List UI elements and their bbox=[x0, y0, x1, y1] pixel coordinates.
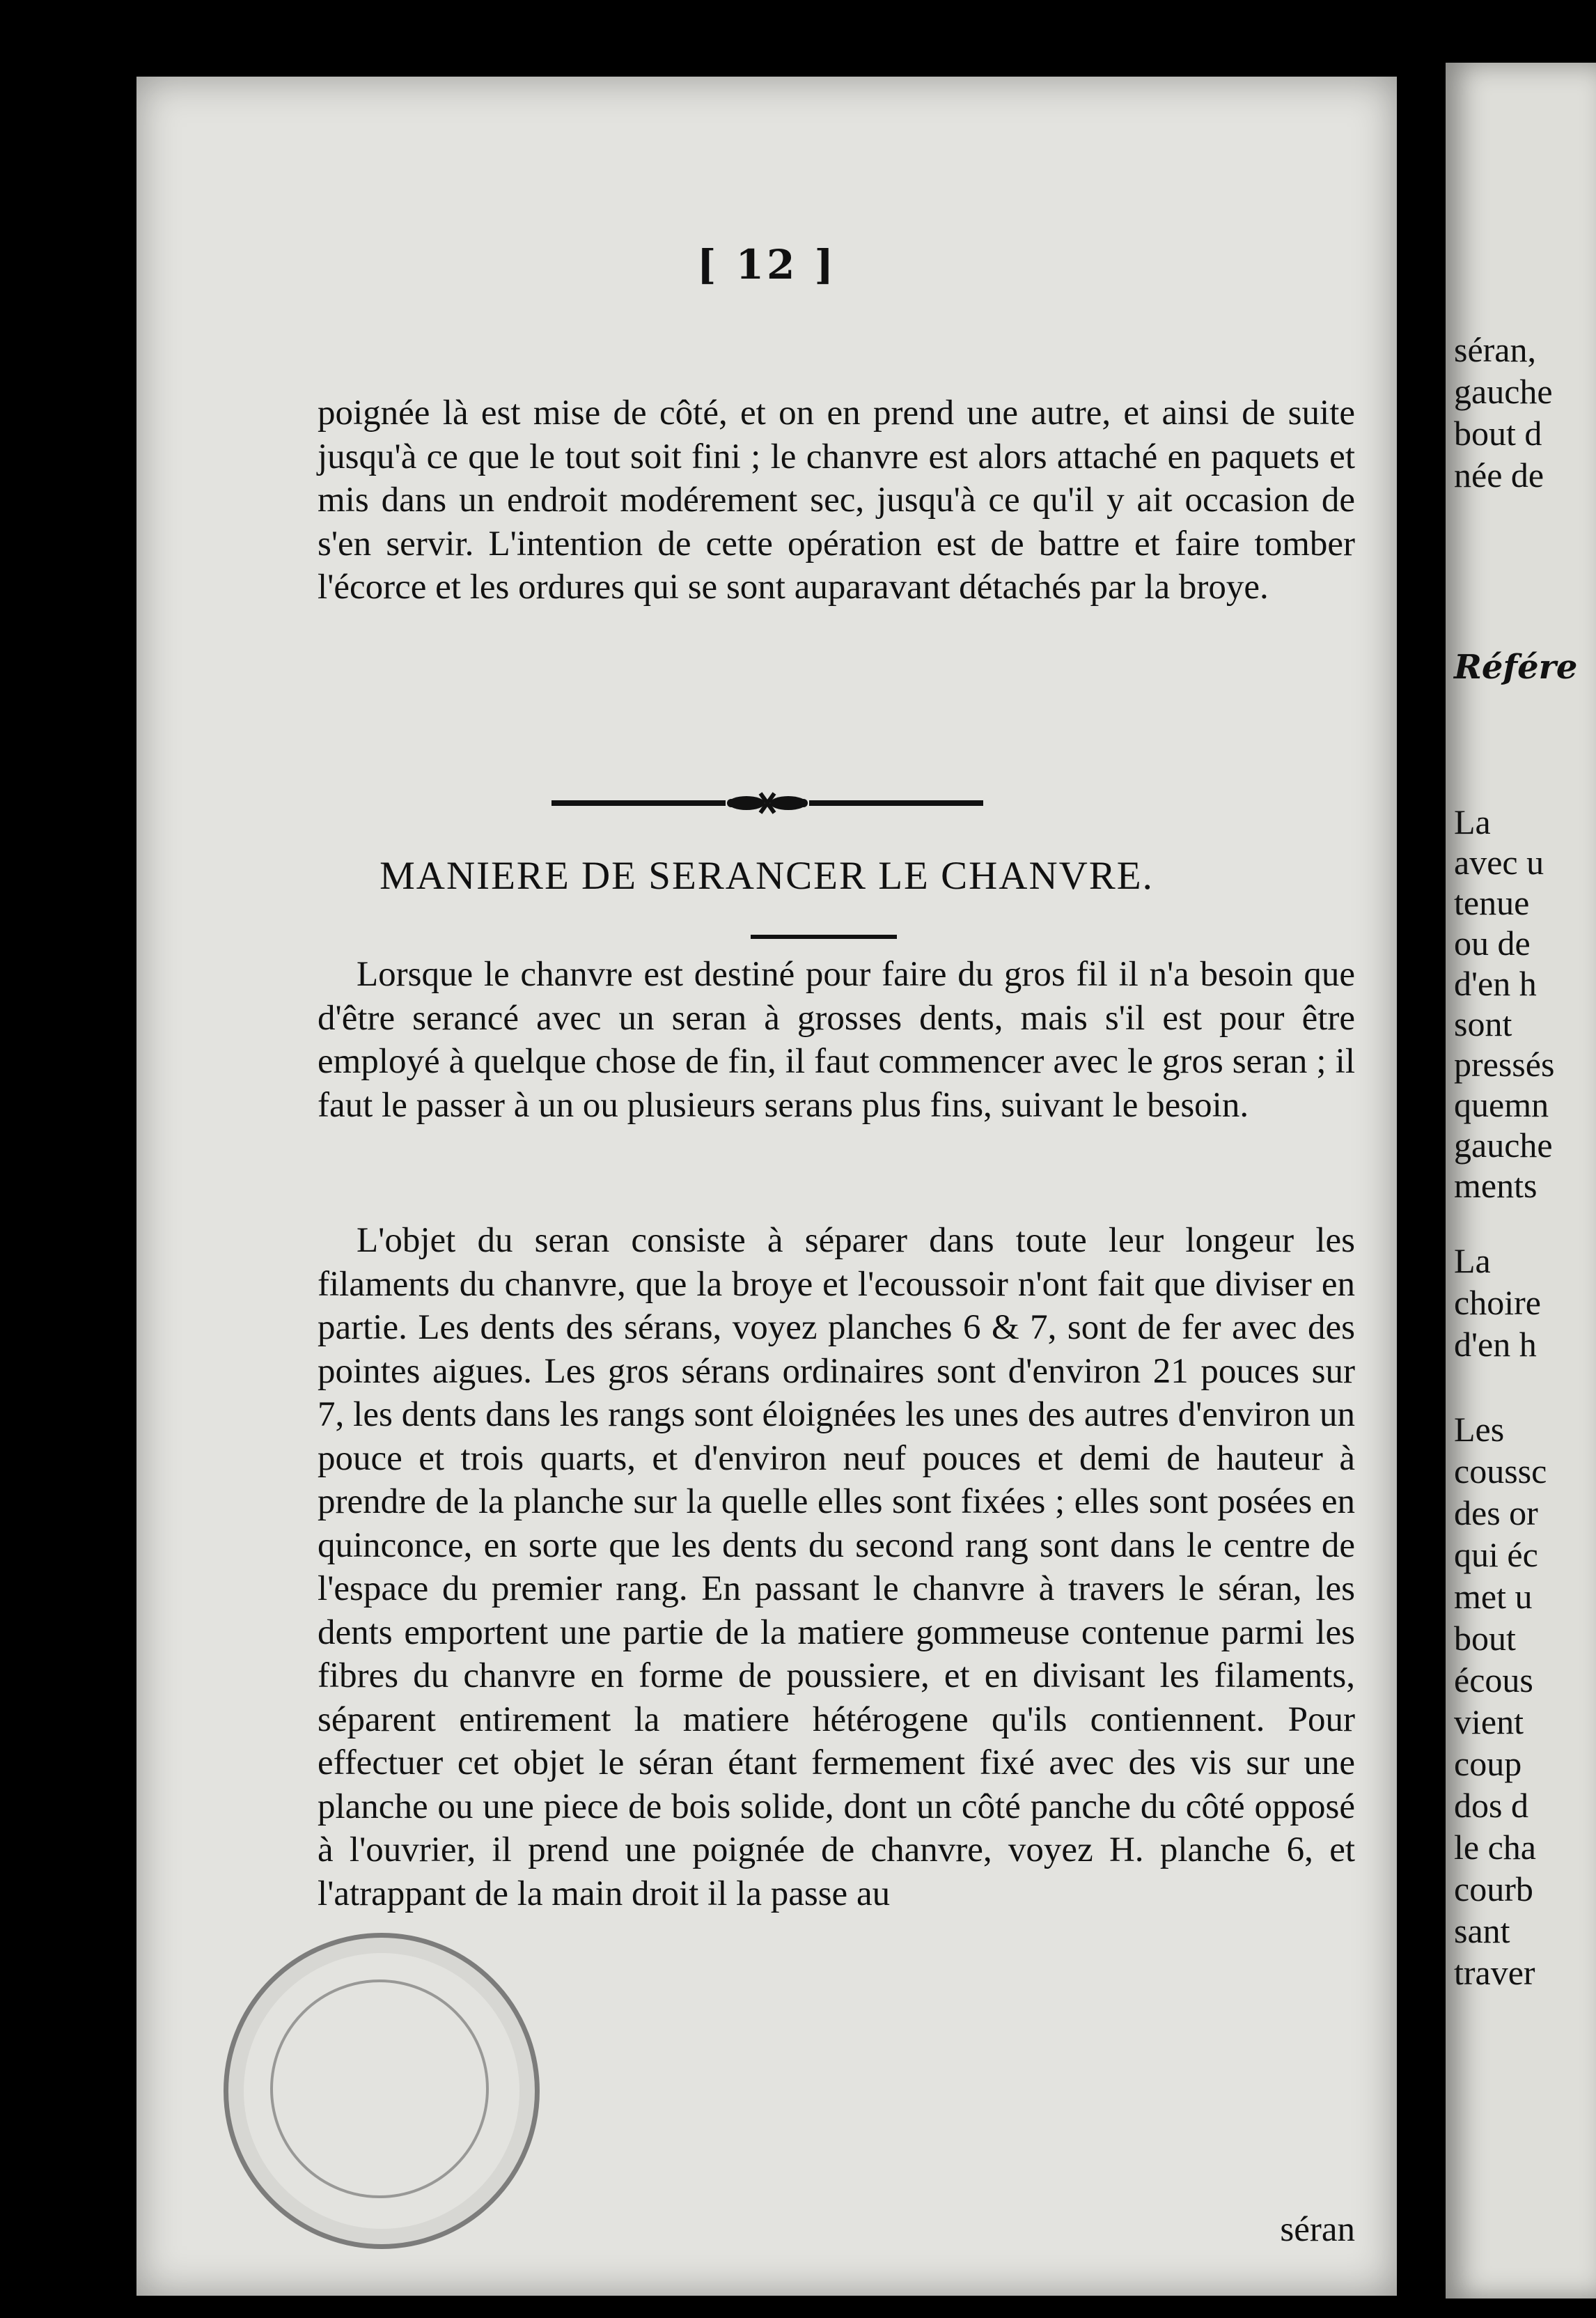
facing-line: coup bbox=[1454, 1744, 1522, 1783]
book-gutter bbox=[1397, 0, 1446, 2318]
facing-line: bout d bbox=[1454, 414, 1542, 453]
facing-italic-heading: Référe bbox=[1454, 648, 1578, 687]
short-rule bbox=[751, 935, 897, 939]
facing-line: pressés bbox=[1454, 1045, 1555, 1084]
facing-line: avec u bbox=[1454, 843, 1544, 882]
facing-line: bout bbox=[1454, 1619, 1516, 1658]
ornamental-divider bbox=[551, 784, 983, 823]
facing-line: sont bbox=[1454, 1004, 1512, 1043]
facing-line: Les bbox=[1454, 1410, 1505, 1449]
facing-line: née de bbox=[1454, 456, 1544, 495]
facing-line: dos d bbox=[1454, 1786, 1528, 1825]
facing-line: des or bbox=[1454, 1493, 1538, 1532]
facing-line: choire bbox=[1454, 1283, 1541, 1322]
facing-line: le cha bbox=[1454, 1828, 1536, 1867]
facing-line: coussc bbox=[1454, 1452, 1547, 1491]
catchword: séran bbox=[1280, 2210, 1355, 2249]
facing-line: ments bbox=[1454, 1166, 1538, 1205]
section-heading: MANIERE DE SERANCER LE CHANVRE. bbox=[380, 854, 1154, 898]
page-number-header: [ 12 ] bbox=[697, 241, 836, 288]
paragraph-2: Lorsque le chanvre est destiné pour faire du gros fil il n'a besoin que d'être serancé avec un seran à grosses dents, mais s'il est pour être employé à quelque chose de fin, il faut commencer avec le gros seran ; il faut le passer à un ou plusieurs serans plus fins, suivant le besoin. bbox=[318, 955, 1355, 1125]
facing-line: traver bbox=[1454, 1953, 1535, 1992]
book-page bbox=[136, 77, 1397, 2296]
library-stamp-inner-ring bbox=[270, 1979, 489, 2198]
facing-line: vient bbox=[1454, 1702, 1524, 1741]
facing-line: sant bbox=[1454, 1911, 1510, 1950]
facing-line: qui éc bbox=[1454, 1535, 1538, 1574]
facing-line: écous bbox=[1454, 1660, 1533, 1699]
facing-line: d'en h bbox=[1454, 1325, 1537, 1364]
facing-line: courb bbox=[1454, 1869, 1533, 1908]
facing-line: met u bbox=[1454, 1577, 1533, 1616]
facing-line: tenue bbox=[1454, 883, 1530, 922]
facing-line: La bbox=[1454, 802, 1491, 841]
facing-line: quemn bbox=[1454, 1085, 1549, 1124]
facing-line: ou de bbox=[1454, 924, 1531, 963]
facing-line: gauche bbox=[1454, 1126, 1553, 1165]
facing-page bbox=[1446, 63, 1596, 2298]
facing-line: gauche bbox=[1454, 372, 1553, 411]
facing-line: d'en h bbox=[1454, 964, 1537, 1003]
facing-line: séran, bbox=[1454, 330, 1536, 369]
paragraph-1: poignée là est mise de côté, et on en prend une autre, et ainsi de suite jusqu'à ce que le tout soit fini ; le chanvre est alors attaché en paquets et mis dans un endroit modérement sec, jusqu'à ce qu'il y ait occasion de s'en servir. L'intention de cette opération est de battre et faire tomber l'écorce et les ordures qui se sont auparavant détachés par la broye. bbox=[318, 394, 1355, 607]
facing-line: La bbox=[1454, 1241, 1491, 1280]
paragraph-3: L'objet du seran consiste à séparer dans toute leur longeur les filaments du chanvre, que la broye et l'ecoussoir n'ont fait que diviser en partie. Les dents des sérans, voyez planches 6 & 7, sont de fer avec des pointes aigues. Les gros sérans ordinaires sont d'environ 21 pouces sur 7, les dents dans les rangs sont éloignées les unes des autres d'environ un pouce et trois quarts, et d'environ neuf pouces et demi de hauteur à prendre de la planche sur la quelle elles sont fixées ; elles sont posées en quinconce, en sorte que les dents du second rang sont dans le centre de l'espace du premier rang. En passant le chanvre à travers le séran, les dents emportent une partie de la matiere gommeuse contenue parmi les fibres du chanvre en forme de poussiere, et en divisant les filaments, séparent entirement la matiere hétérogene qu'ils contiennent. Pour effectuer cet objet le séran étant fermement fixé avec des vis sur une planche ou une piece de bois solide, dont un côté panche du côté opposé à l'ouvrier, il prend une poignée de chanvre, voyez H. planche 6, et l'atrappant de la main droit il la passe au bbox=[318, 1221, 1355, 1913]
library-stamp bbox=[224, 1933, 540, 2249]
